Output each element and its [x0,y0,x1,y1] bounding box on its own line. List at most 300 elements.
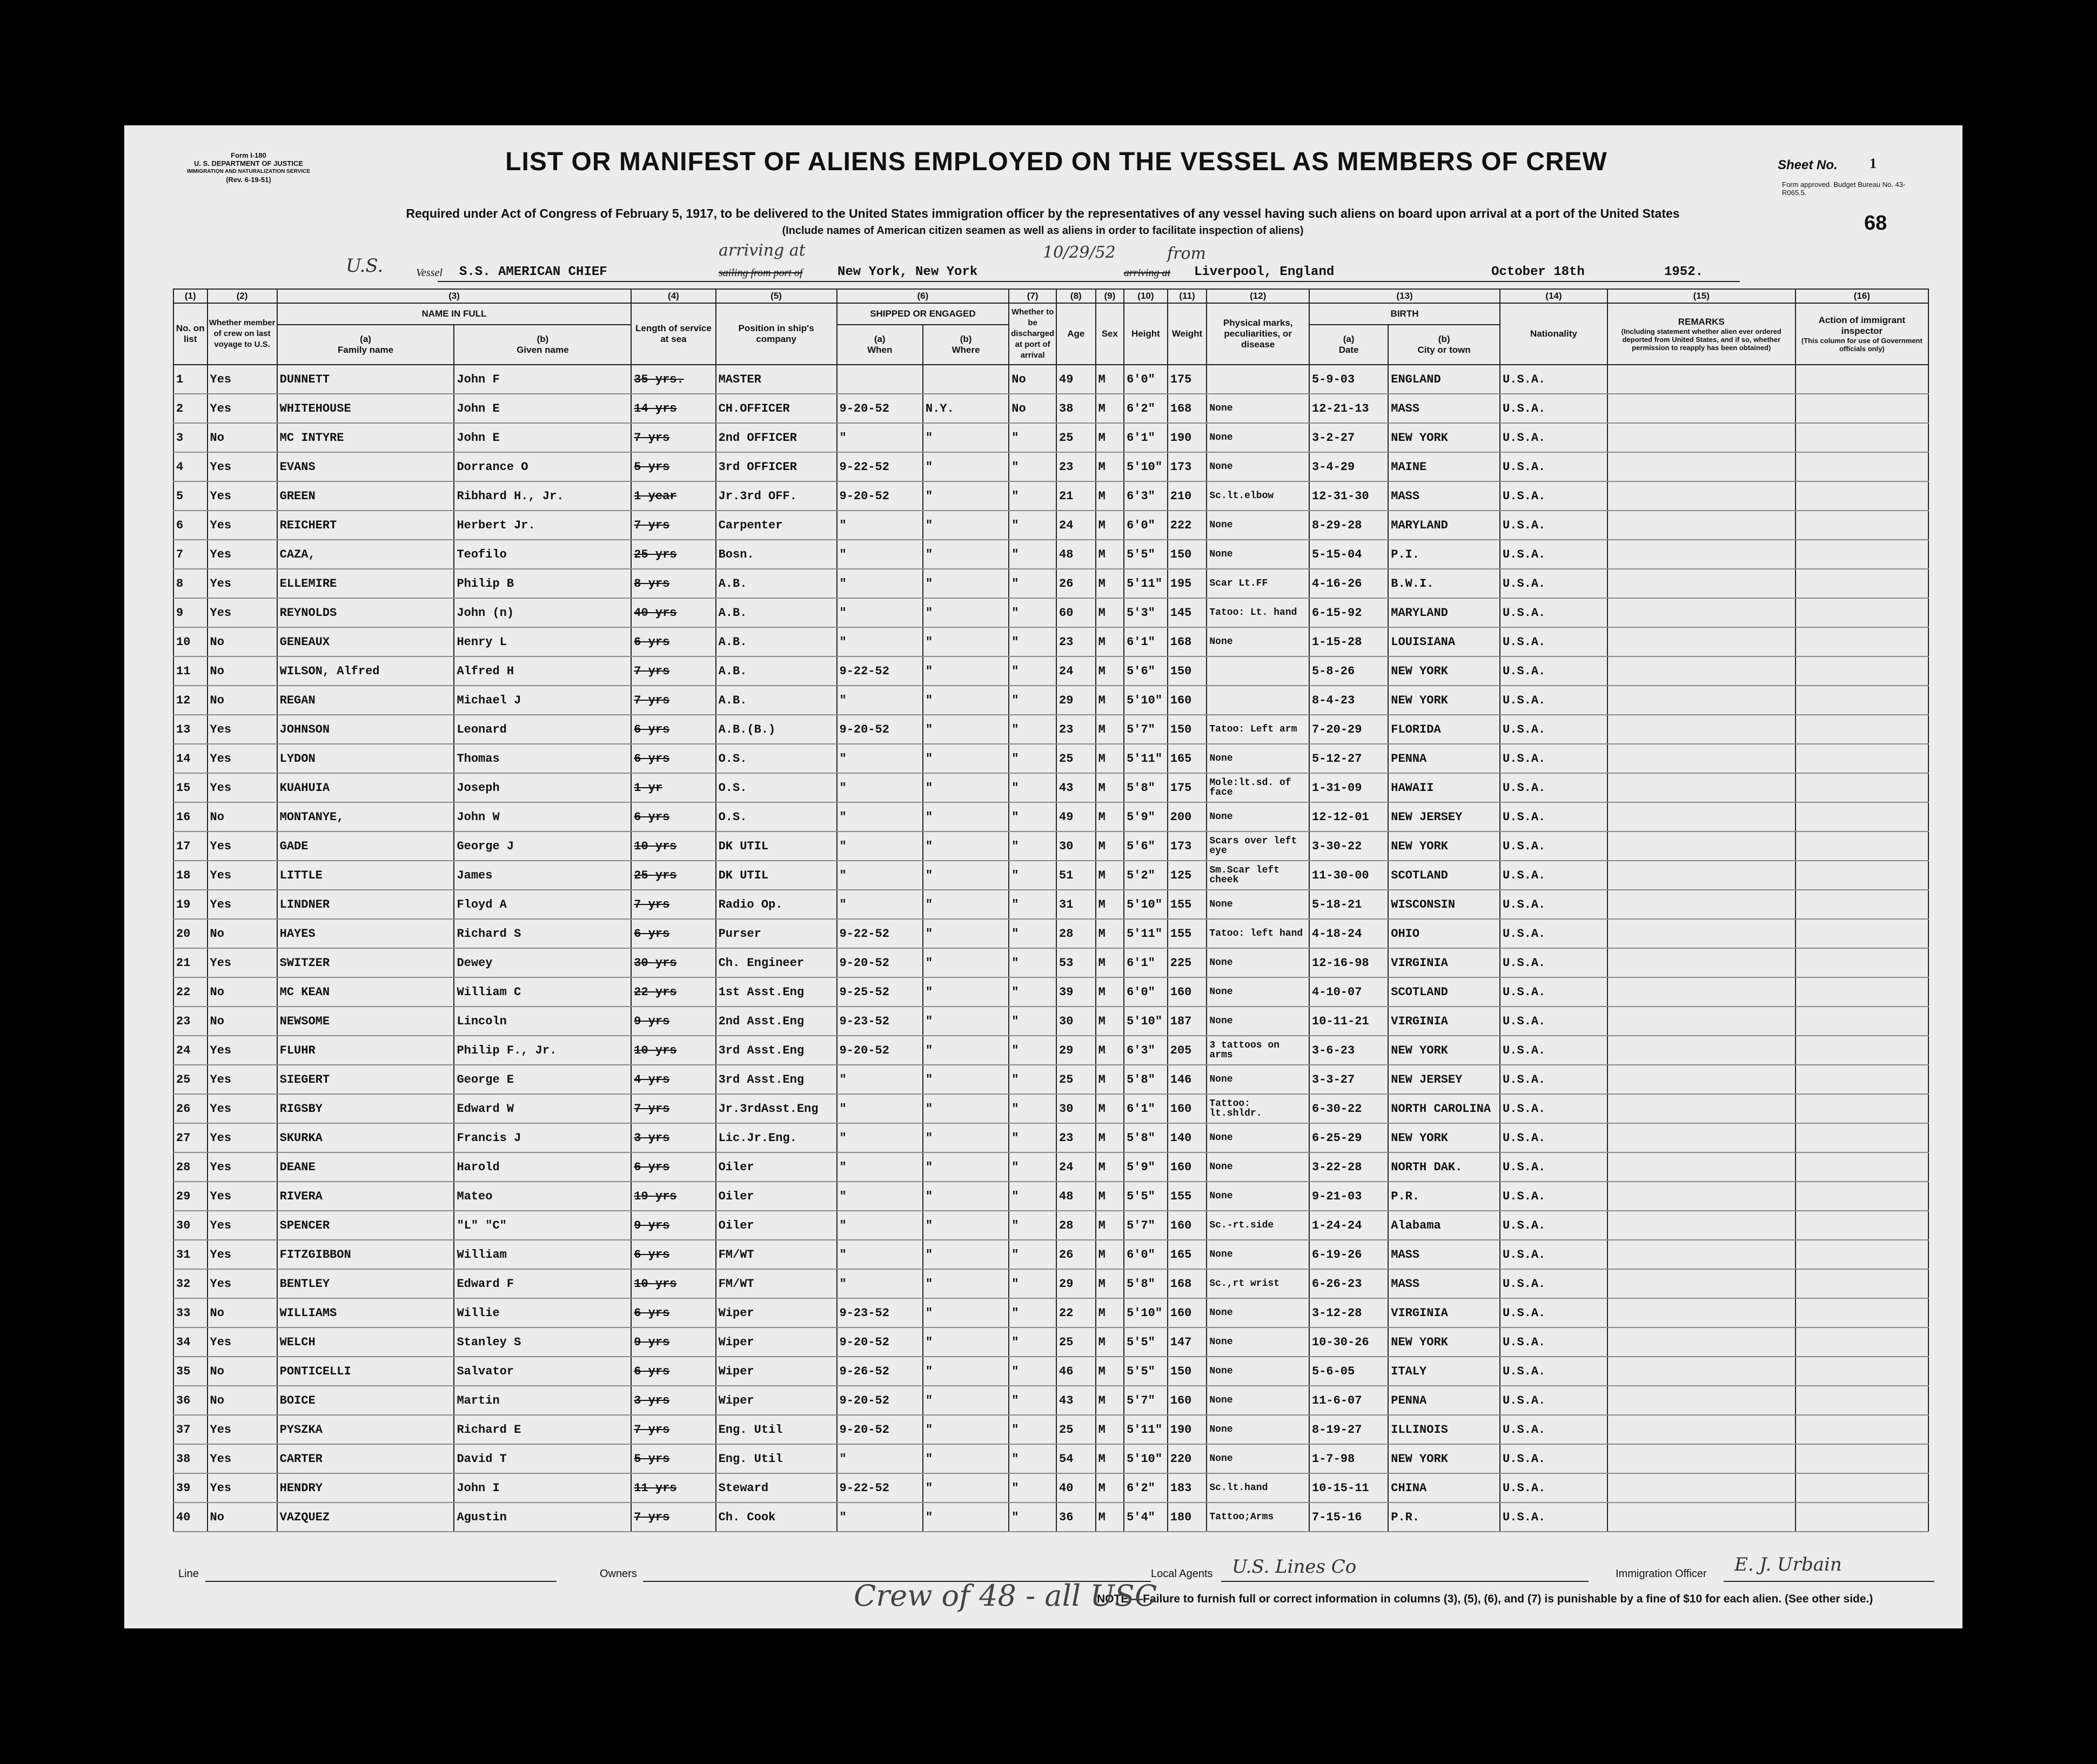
engaged-when: " [837,861,923,890]
family-name: ELLEMIRE [277,569,454,598]
sex: M [1096,1240,1124,1269]
col-name: NAME IN FULL [277,303,632,325]
inspector-action [1795,744,1928,773]
last-voyage: Yes [207,715,277,744]
nationality: U.S.A. [1500,744,1607,773]
discharged: " [1009,1182,1056,1211]
sex: M [1096,919,1124,948]
given-name: Mateo [454,1182,631,1211]
age: 26 [1056,1240,1096,1269]
position: FM/WT [716,1240,837,1269]
weight: 165 [1168,744,1207,773]
given-name: Philip F., Jr. [454,1036,631,1065]
sheet-number: 1 [1870,156,1877,171]
inspector-action [1795,627,1928,656]
last-voyage: Yes [207,1065,277,1094]
inspector-action [1795,423,1928,452]
inspector-action [1795,1386,1928,1415]
engaged-when: " [837,1503,923,1532]
remarks [1607,831,1795,861]
sex: M [1096,627,1124,656]
birth-date: 3-2-27 [1309,423,1388,452]
table-row [173,1298,1928,1327]
discharged: " [1009,1065,1056,1094]
discharged: " [1009,1240,1056,1269]
birth-place: P.R. [1388,1503,1500,1532]
age: 46 [1056,1357,1096,1386]
row-number: 1 [173,365,207,394]
nationality: U.S.A. [1500,394,1607,423]
physical-marks: Sc.lt.elbow [1207,481,1309,511]
engaged-where: " [923,890,1009,919]
birth-date: 12-31-30 [1309,481,1388,511]
birth-place: CHINA [1388,1473,1500,1503]
family-name: MC INTYRE [277,423,454,452]
age: 36 [1056,1503,1096,1532]
height: 5'8" [1124,1123,1168,1152]
physical-marks: None [1207,1386,1309,1415]
col-height: Height [1124,303,1168,365]
engaged-when: " [837,627,923,656]
given-name: Joseph [454,773,631,802]
height: 5'10" [1124,686,1168,715]
length-of-service: 7 yrs [631,1094,715,1123]
discharged: " [1009,1036,1056,1065]
weight: 160 [1168,686,1207,715]
length-of-service: 6 yrs [631,919,715,948]
last-voyage: Yes [207,1473,277,1503]
inspector-action [1795,948,1928,977]
given-name: Herbert Jr. [454,511,631,540]
sex: M [1096,1357,1124,1386]
physical-marks [1207,656,1309,686]
family-name: KUAHUIA [277,773,454,802]
engaged-when: 9-20-52 [837,1036,923,1065]
physical-marks: None [1207,1123,1309,1152]
physical-marks: None [1207,423,1309,452]
given-name: Agustin [454,1503,631,1532]
length-of-service: 7 yrs [631,1415,715,1444]
given-name: Henry L [454,627,631,656]
nationality: U.S.A. [1500,1036,1607,1065]
remarks [1607,890,1795,919]
sex: M [1096,452,1124,481]
weight: 147 [1168,1327,1207,1357]
nationality: U.S.A. [1500,686,1607,715]
family-name: SPENCER [277,1211,454,1240]
position: Ch. Cook [716,1503,837,1532]
birth-place: NEW JERSEY [1388,1065,1500,1094]
length-of-service: 6 yrs [631,715,715,744]
row-number: 27 [173,1123,207,1152]
nationality: U.S.A. [1500,423,1607,452]
position: O.S. [716,802,837,831]
physical-marks: Sm.Scar left cheek [1207,861,1309,890]
remarks [1607,1007,1795,1036]
engaged-where: " [923,948,1009,977]
weight: 190 [1168,423,1207,452]
length-of-service: 7 yrs [631,423,715,452]
engaged-when: " [837,423,923,452]
sex: M [1096,1298,1124,1327]
physical-marks: None [1207,977,1309,1007]
given-name: "L" "C" [454,1211,631,1240]
length-of-service: 25 yrs [631,861,715,890]
height: 6'0" [1124,977,1168,1007]
length-of-service: 11 yrs [631,1473,715,1503]
handwritten-prefix: U.S. [346,255,384,277]
height: 5'10" [1124,1298,1168,1327]
row-number: 15 [173,773,207,802]
nationality: U.S.A. [1500,831,1607,861]
engaged-when: " [837,598,923,627]
remarks [1607,423,1795,452]
weight: 155 [1168,890,1207,919]
row-number: 23 [173,1007,207,1036]
last-voyage: Yes [207,540,277,569]
length-of-service: 10 yrs [631,1036,715,1065]
table-row [173,481,1928,511]
length-of-service: 7 yrs [631,1503,715,1532]
remarks [1607,802,1795,831]
position: O.S. [716,744,837,773]
family-name: SIEGERT [277,1065,454,1094]
remarks [1607,452,1795,481]
given-name: William C [454,977,631,1007]
engaged-when: " [837,890,923,919]
discharged: " [1009,1473,1056,1503]
birth-date: 8-19-27 [1309,1415,1388,1444]
physical-marks: Scars over left eye [1207,831,1309,861]
age: 25 [1056,1327,1096,1357]
sex: M [1096,394,1124,423]
discharged: " [1009,1298,1056,1327]
physical-marks: None [1207,1327,1309,1357]
length-of-service: 7 yrs [631,890,715,919]
engaged-when: " [837,1444,923,1473]
birth-date: 3-30-22 [1309,831,1388,861]
table-row [173,1094,1928,1123]
budget-note: Form approved. Budget Bureau No. 43-R065.5. [1782,180,1906,197]
weight: 150 [1168,540,1207,569]
engaged-when: " [837,511,923,540]
row-number: 25 [173,1065,207,1094]
nationality: U.S.A. [1500,540,1607,569]
engaged-where: " [923,423,1009,452]
last-voyage: Yes [207,1094,277,1123]
sex: M [1096,802,1124,831]
position: CH.OFFICER [716,394,837,423]
age: 29 [1056,1269,1096,1298]
height: 5'5" [1124,1327,1168,1357]
last-voyage: Yes [207,744,277,773]
engaged-when: 9-23-52 [837,1007,923,1036]
birth-date: 6-30-22 [1309,1094,1388,1123]
discharged: " [1009,1269,1056,1298]
row-number: 32 [173,1269,207,1298]
weight: 200 [1168,802,1207,831]
physical-marks: None [1207,1298,1309,1327]
inspector-action [1795,1182,1928,1211]
table-row [173,686,1928,715]
col-position: Position in ship's company [716,303,837,365]
sex: M [1096,1065,1124,1094]
given-name: Floyd A [454,890,631,919]
remarks [1607,1240,1795,1269]
col-when: (a) When [837,325,923,365]
physical-marks: Tatoo: Lt. hand [1207,598,1309,627]
height: 5'6" [1124,831,1168,861]
discharged: " [1009,627,1056,656]
remarks [1607,481,1795,511]
arrival-year: 1952. [1664,265,1704,279]
nationality: U.S.A. [1500,977,1607,1007]
table-row [173,1415,1928,1444]
row-number: 35 [173,1357,207,1386]
sex: M [1096,423,1124,452]
inspector-action [1795,1357,1928,1386]
discharged: " [1009,948,1056,977]
length-of-service: 22 yrs [631,977,715,1007]
physical-marks: Scar Lt.FF [1207,569,1309,598]
inspector-action [1795,802,1928,831]
last-voyage: Yes [207,481,277,511]
family-name: WILLIAMS [277,1298,454,1327]
position: DK UTIL [716,831,837,861]
length-of-service: 14 yrs [631,394,715,423]
sex: M [1096,977,1124,1007]
physical-marks: Tatoo: left hand [1207,919,1309,948]
vessel-line [124,241,1962,281]
nationality: U.S.A. [1500,1327,1607,1357]
nationality: U.S.A. [1500,1152,1607,1182]
birth-place: SCOTLAND [1388,861,1500,890]
inspector-action [1795,715,1928,744]
row-number: 2 [173,394,207,423]
discharged: " [1009,1503,1056,1532]
engaged-when: " [837,686,923,715]
last-voyage: No [207,1007,277,1036]
position: Eng. Util [716,1444,837,1473]
remarks [1607,861,1795,890]
physical-marks: Sc.,rt wrist [1207,1269,1309,1298]
discharged: " [1009,481,1056,511]
row-number: 36 [173,1386,207,1415]
given-name: Richard S [454,919,631,948]
weight: 222 [1168,511,1207,540]
position: A.B.(B.) [716,715,837,744]
col-weight: Weight [1168,303,1207,365]
age: 25 [1056,1415,1096,1444]
birth-place: PENNA [1388,1386,1500,1415]
birth-date: 5-6-05 [1309,1357,1388,1386]
engaged-when: 9-20-52 [837,1327,923,1357]
position: Oiler [716,1211,837,1240]
engaged-where: " [923,1182,1009,1211]
last-voyage: Yes [207,394,277,423]
remarks [1607,744,1795,773]
row-number: 34 [173,1327,207,1357]
engaged-when: 9-20-52 [837,1386,923,1415]
inspector-action [1795,1211,1928,1240]
position: DK UTIL [716,861,837,890]
birth-place: NEW YORK [1388,1036,1500,1065]
remarks [1607,773,1795,802]
family-name: JOHNSON [277,715,454,744]
sex: M [1096,540,1124,569]
physical-marks [1207,686,1309,715]
position: Jr.3rd OFF. [716,481,837,511]
given-name: Alfred H [454,656,631,686]
physical-marks: None [1207,1182,1309,1211]
height: 5'10" [1124,1444,1168,1473]
birth-date: 12-21-13 [1309,394,1388,423]
physical-marks: None [1207,1152,1309,1182]
remarks [1607,656,1795,686]
row-number: 31 [173,1240,207,1269]
weight: 187 [1168,1007,1207,1036]
manifest-sheet [124,125,1962,1628]
engaged-where: " [923,1065,1009,1094]
birth-place: PENNA [1388,744,1500,773]
age: 25 [1056,423,1096,452]
weight: 140 [1168,1123,1207,1152]
family-name: HAYES [277,919,454,948]
given-name: Michael J [454,686,631,715]
nationality: U.S.A. [1500,481,1607,511]
inspector-action [1795,1269,1928,1298]
col-given: (b) Given name [454,325,631,365]
engaged-when: 9-22-52 [837,452,923,481]
sex: M [1096,511,1124,540]
weight: 195 [1168,569,1207,598]
weight: 145 [1168,598,1207,627]
col-length: Length of service at sea [631,303,715,365]
row-number: 29 [173,1182,207,1211]
discharged: " [1009,540,1056,569]
table-row [173,423,1928,452]
last-voyage: No [207,1386,277,1415]
engaged-where: " [923,656,1009,686]
physical-marks: None [1207,1240,1309,1269]
last-voyage: No [207,1357,277,1386]
family-name: MONTANYE, [277,802,454,831]
family-name: BENTLEY [277,1269,454,1298]
row-number: 8 [173,569,207,598]
birth-date: 9-21-03 [1309,1182,1388,1211]
inspector-action [1795,511,1928,540]
discharged: " [1009,1444,1056,1473]
position: A.B. [716,656,837,686]
row-number: 20 [173,919,207,948]
height: 5'6" [1124,656,1168,686]
position: 2nd OFFICER [716,423,837,452]
inspector-action [1795,1415,1928,1444]
col-discharged: Whether to be discharged at port of arrival [1009,303,1056,365]
sex: M [1096,744,1124,773]
length-of-service: 6 yrs [631,1357,715,1386]
table-row [173,861,1928,890]
given-name: Teofilo [454,540,631,569]
sex: M [1096,1473,1124,1503]
remarks [1607,1503,1795,1532]
handwritten-from: from [1167,244,1206,263]
engaged-when: 9-22-52 [837,656,923,686]
engaged-when: 9-20-52 [837,481,923,511]
family-name: NEWSOME [277,1007,454,1036]
position: Wiper [716,1357,837,1386]
given-name: Philip B [454,569,631,598]
weight: 160 [1168,1386,1207,1415]
birth-place: VIRGINIA [1388,1007,1500,1036]
height: 6'1" [1124,948,1168,977]
table-row [173,1473,1928,1503]
length-of-service: 19 yrs [631,1182,715,1211]
table-row [173,1269,1928,1298]
given-name: John I [454,1473,631,1503]
birth-date: 3-12-28 [1309,1298,1388,1327]
family-name: CAZA, [277,540,454,569]
row-number: 3 [173,423,207,452]
page-title: LIST OR MANIFEST OF ALIENS EMPLOYED ON THE VESSEL AS MEMBERS OF CREW [505,147,1607,176]
length-of-service: 3 yrs [631,1386,715,1415]
position: Oiler [716,1152,837,1182]
physical-marks: Sc.lt.hand [1207,1473,1309,1503]
weight: 180 [1168,1503,1207,1532]
length-of-service: 5 yrs [631,1444,715,1473]
height: 5'8" [1124,1269,1168,1298]
engaged-where: " [923,1007,1009,1036]
engaged-when: 9-20-52 [837,948,923,977]
engaged-where: " [923,1386,1009,1415]
position: Lic.Jr.Eng. [716,1123,837,1152]
discharged: " [1009,569,1056,598]
given-name: Francis J [454,1123,631,1152]
sailing-label: sailing from port of [719,267,803,279]
remarks [1607,1211,1795,1240]
discharged: " [1009,656,1056,686]
given-name: John E [454,423,631,452]
inspector-action [1795,773,1928,802]
inspector-action [1795,1007,1928,1036]
engaged-where: " [923,861,1009,890]
remarks [1607,365,1795,394]
table-row [173,1036,1928,1065]
birth-date: 6-19-26 [1309,1240,1388,1269]
row-number: 38 [173,1444,207,1473]
birth-place: ENGLAND [1388,365,1500,394]
length-of-service: 8 yrs [631,569,715,598]
engaged-where: " [923,569,1009,598]
remarks [1607,1473,1795,1503]
height: 5'5" [1124,1182,1168,1211]
last-voyage: No [207,1503,277,1532]
engaged-where: " [923,598,1009,627]
birth-place: NEW YORK [1388,831,1500,861]
birth-date: 6-15-92 [1309,598,1388,627]
length-of-service: 3 yrs [631,1123,715,1152]
nationality: U.S.A. [1500,1386,1607,1415]
inspector-action [1795,861,1928,890]
birth-date: 10-11-21 [1309,1007,1388,1036]
engaged-where: " [923,686,1009,715]
weight: 165 [1168,1240,1207,1269]
age: 48 [1056,540,1096,569]
birth-date: 3-3-27 [1309,1065,1388,1094]
engaged-where: " [923,1415,1009,1444]
birth-date: 4-10-07 [1309,977,1388,1007]
position: O.S. [716,773,837,802]
